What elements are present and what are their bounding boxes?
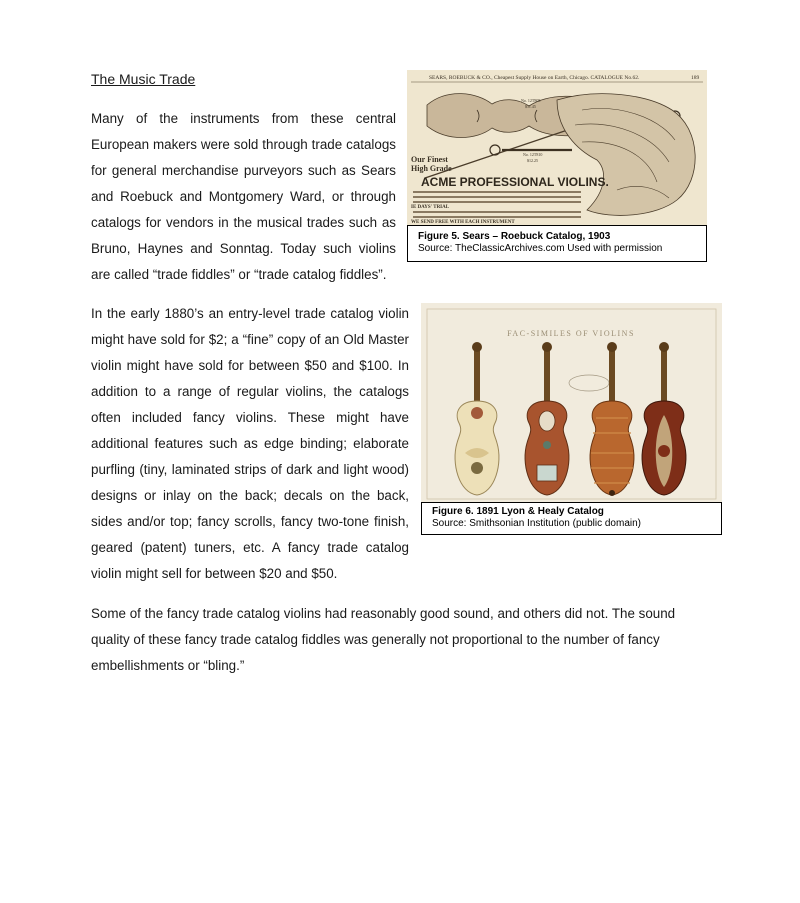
figure-6-title: Figure 6. 1891 Lyon & Healy Catalog <box>432 506 604 517</box>
catalog-header-text: SEARS, ROEBUCK & CO., Cheapest Supply House on Earth, Chicago. CATALOGUE No.62. <box>429 75 640 81</box>
figure-5-caption <box>407 225 707 262</box>
catalog-tag-line2: High Grade <box>411 164 452 173</box>
item-number-1: No. 12T808 <box>521 98 541 103</box>
figure-5-title: Figure 5. Sears – Roebuck Catalog, 1903 <box>418 231 611 242</box>
figure-6-source: Source: Smithsonian Institution (public domain) <box>432 518 641 529</box>
lyon-healy-catalog-image <box>421 303 722 502</box>
section-title: The Music Trade <box>91 71 196 87</box>
catalog-tag-line1: Our Finest <box>411 155 448 164</box>
paragraph-trade-catalogs: Many of the instruments from these central European makers were sold through trade catalogs for general merchandise purveyors such as Sears and Roebuck and Montgomery Ward, or through catalogs for vendors in the musical trades such as Bruno, Haynes and Sonntag. Today such violins are called “trade fiddles” or “trade catalog fiddles”. <box>91 111 396 282</box>
catalog-trial-text: IE DAYS' TRIAL <box>411 205 450 210</box>
figure-5-source: Source: TheClassicArchives.com Used with permission <box>418 243 663 254</box>
catalog-free-text: WE SEND FREE WITH EACH INSTRUMENT <box>411 220 515 225</box>
sears-catalog-image <box>407 70 707 230</box>
catalog-page-number: 189 <box>691 75 700 81</box>
item-price-1: $11.45 <box>525 104 536 109</box>
paragraph-prices-fancy-violins: In the early 1880’s an entry-level trade catalog violin might have sold for $2; a “fine” copy of an Old Master violin might have sold for between $50 and $100. In addition to a range of regular violins, the catalogs often included fancy violins. These might have additional features such as edge binding; elaborate purfling (tiny, laminated strips of dark and light wood) designs or inlay on the back; decals on the back, sides and/or top; fancy scrolls, fancy two-tone finish, geared (patent) tuners, etc. A fancy trade catalog violin might sell for between $20 and $50. <box>91 306 409 581</box>
paragraph-sound-quality: Some of the fancy trade catalog violins had reasonably good sound, and others did not. The sound quality of these fancy trade catalog fiddles was generally not proportional to the number of fancy embellishments or “bling.” <box>91 606 676 673</box>
catalog-banner-text: ACME PROFESSIONAL VIOLINS. <box>421 175 609 189</box>
figure-6-caption <box>421 502 722 535</box>
item-number-2: No. 12T810 <box>523 152 543 157</box>
item-price-2: $12.25 <box>527 158 538 163</box>
facsimile-header-text: FAC-SIMILES OF VIOLINS <box>507 329 635 338</box>
figure-lyon-healy-catalog <box>421 303 722 535</box>
figure-sears-catalog <box>407 70 707 262</box>
